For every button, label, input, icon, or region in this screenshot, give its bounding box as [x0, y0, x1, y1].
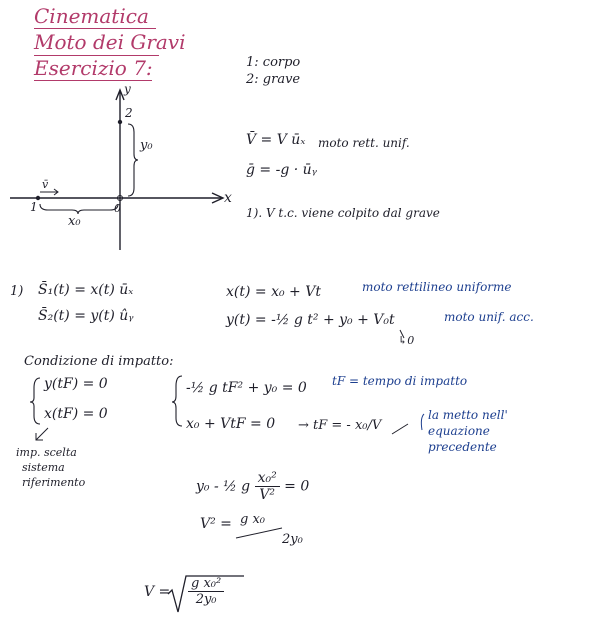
item-number-1: 1)	[10, 284, 24, 299]
eq1-denominator: V²	[259, 487, 276, 503]
eq1-left: y₀ - ½ g	[196, 478, 251, 495]
v0-zero-note: ↳0	[398, 334, 415, 347]
s1-eq: S̄₁(t) = x(t) ūₓ	[38, 282, 134, 298]
y0-label: y₀	[140, 138, 153, 153]
insert-note-bracket	[421, 414, 424, 430]
solution-eq1	[196, 470, 309, 503]
arrow-note-line1: imp. scelta	[16, 446, 77, 459]
impact-title: Condizione di impatto:	[24, 354, 174, 369]
legend-grave: 2: grave	[246, 72, 301, 87]
s2-eq: S̄₂(t) = y(t) ûᵧ	[38, 308, 134, 324]
v2-fraction-bar	[236, 528, 282, 538]
y0-brace	[128, 124, 138, 196]
arrow-to-note	[36, 428, 48, 440]
impact-cond-y: y(tF) = 0	[44, 376, 108, 392]
y-axis-label: y	[124, 82, 131, 96]
insert-note-line3: precedente	[428, 440, 497, 454]
title-esercizio: Esercizio 7:	[34, 56, 153, 80]
legend-corpo: 1: corpo	[246, 55, 301, 70]
eq3-fraction	[188, 576, 224, 607]
eq1-fraction	[255, 470, 280, 503]
impact-brace-left	[30, 378, 40, 424]
eq3-left: V =	[144, 584, 171, 600]
impact-sys-2: x₀ + VtF = 0	[186, 416, 276, 432]
insert-note-line2: equazione	[428, 424, 490, 438]
eq3-frac	[188, 576, 224, 607]
eq3-numerator: g x₀²	[188, 576, 224, 592]
point-1-label: 1	[30, 200, 38, 214]
x-axis-label: x	[224, 190, 232, 206]
impact-sys-1: -½ g tF² + y₀ = 0	[186, 380, 307, 396]
v-comment: moto rett. unif.	[318, 136, 410, 150]
g-vector-eq: ḡ = -g · ūᵧ	[246, 162, 317, 178]
eq3-denominator: 2y₀	[195, 592, 217, 607]
eq2-numerator: g x₀	[240, 512, 265, 527]
title-cinematica: Cinematica	[34, 4, 149, 28]
insert-note-line1: la metto nell'	[428, 408, 508, 422]
x0-brace	[40, 204, 118, 214]
point-2	[118, 120, 122, 124]
v-vector-eq: V̄ = V ūₓ	[246, 132, 306, 148]
tf-solution: → tF = - x₀/V	[298, 418, 382, 433]
title-moto-gravi: Moto dei Gravi	[34, 30, 186, 54]
eq2-denominator: 2y₀	[282, 532, 303, 547]
arrow-note-line2: sistema	[22, 461, 65, 474]
x-motion-comment: moto rettilineo uniforme	[362, 280, 512, 294]
eq1-right: = 0	[284, 478, 310, 495]
tf-definition: tF = tempo di impatto	[332, 374, 468, 388]
x-motion-eq: x(t) = x₀ + Vt	[226, 284, 321, 300]
y-motion-comment: moto unif. acc.	[444, 310, 534, 324]
point-2-label: 2	[125, 106, 133, 120]
tf-slash	[392, 424, 408, 434]
eq1-numerator: x₀²	[255, 470, 280, 487]
impact-cond-x: x(tF) = 0	[44, 406, 108, 422]
origin-label: 0	[114, 202, 121, 215]
v-label: v̄	[42, 178, 49, 191]
question-note: 1). V t.c. viene colpito dal grave	[246, 206, 440, 220]
eq2-left: V² =	[200, 516, 232, 532]
y-motion-eq: y(t) = -½ g t² + y₀ + V₀t	[226, 312, 395, 328]
arrow-note-line3: riferimento	[22, 476, 86, 489]
impact-brace-right	[172, 376, 182, 426]
x0-label: x₀	[68, 214, 81, 229]
